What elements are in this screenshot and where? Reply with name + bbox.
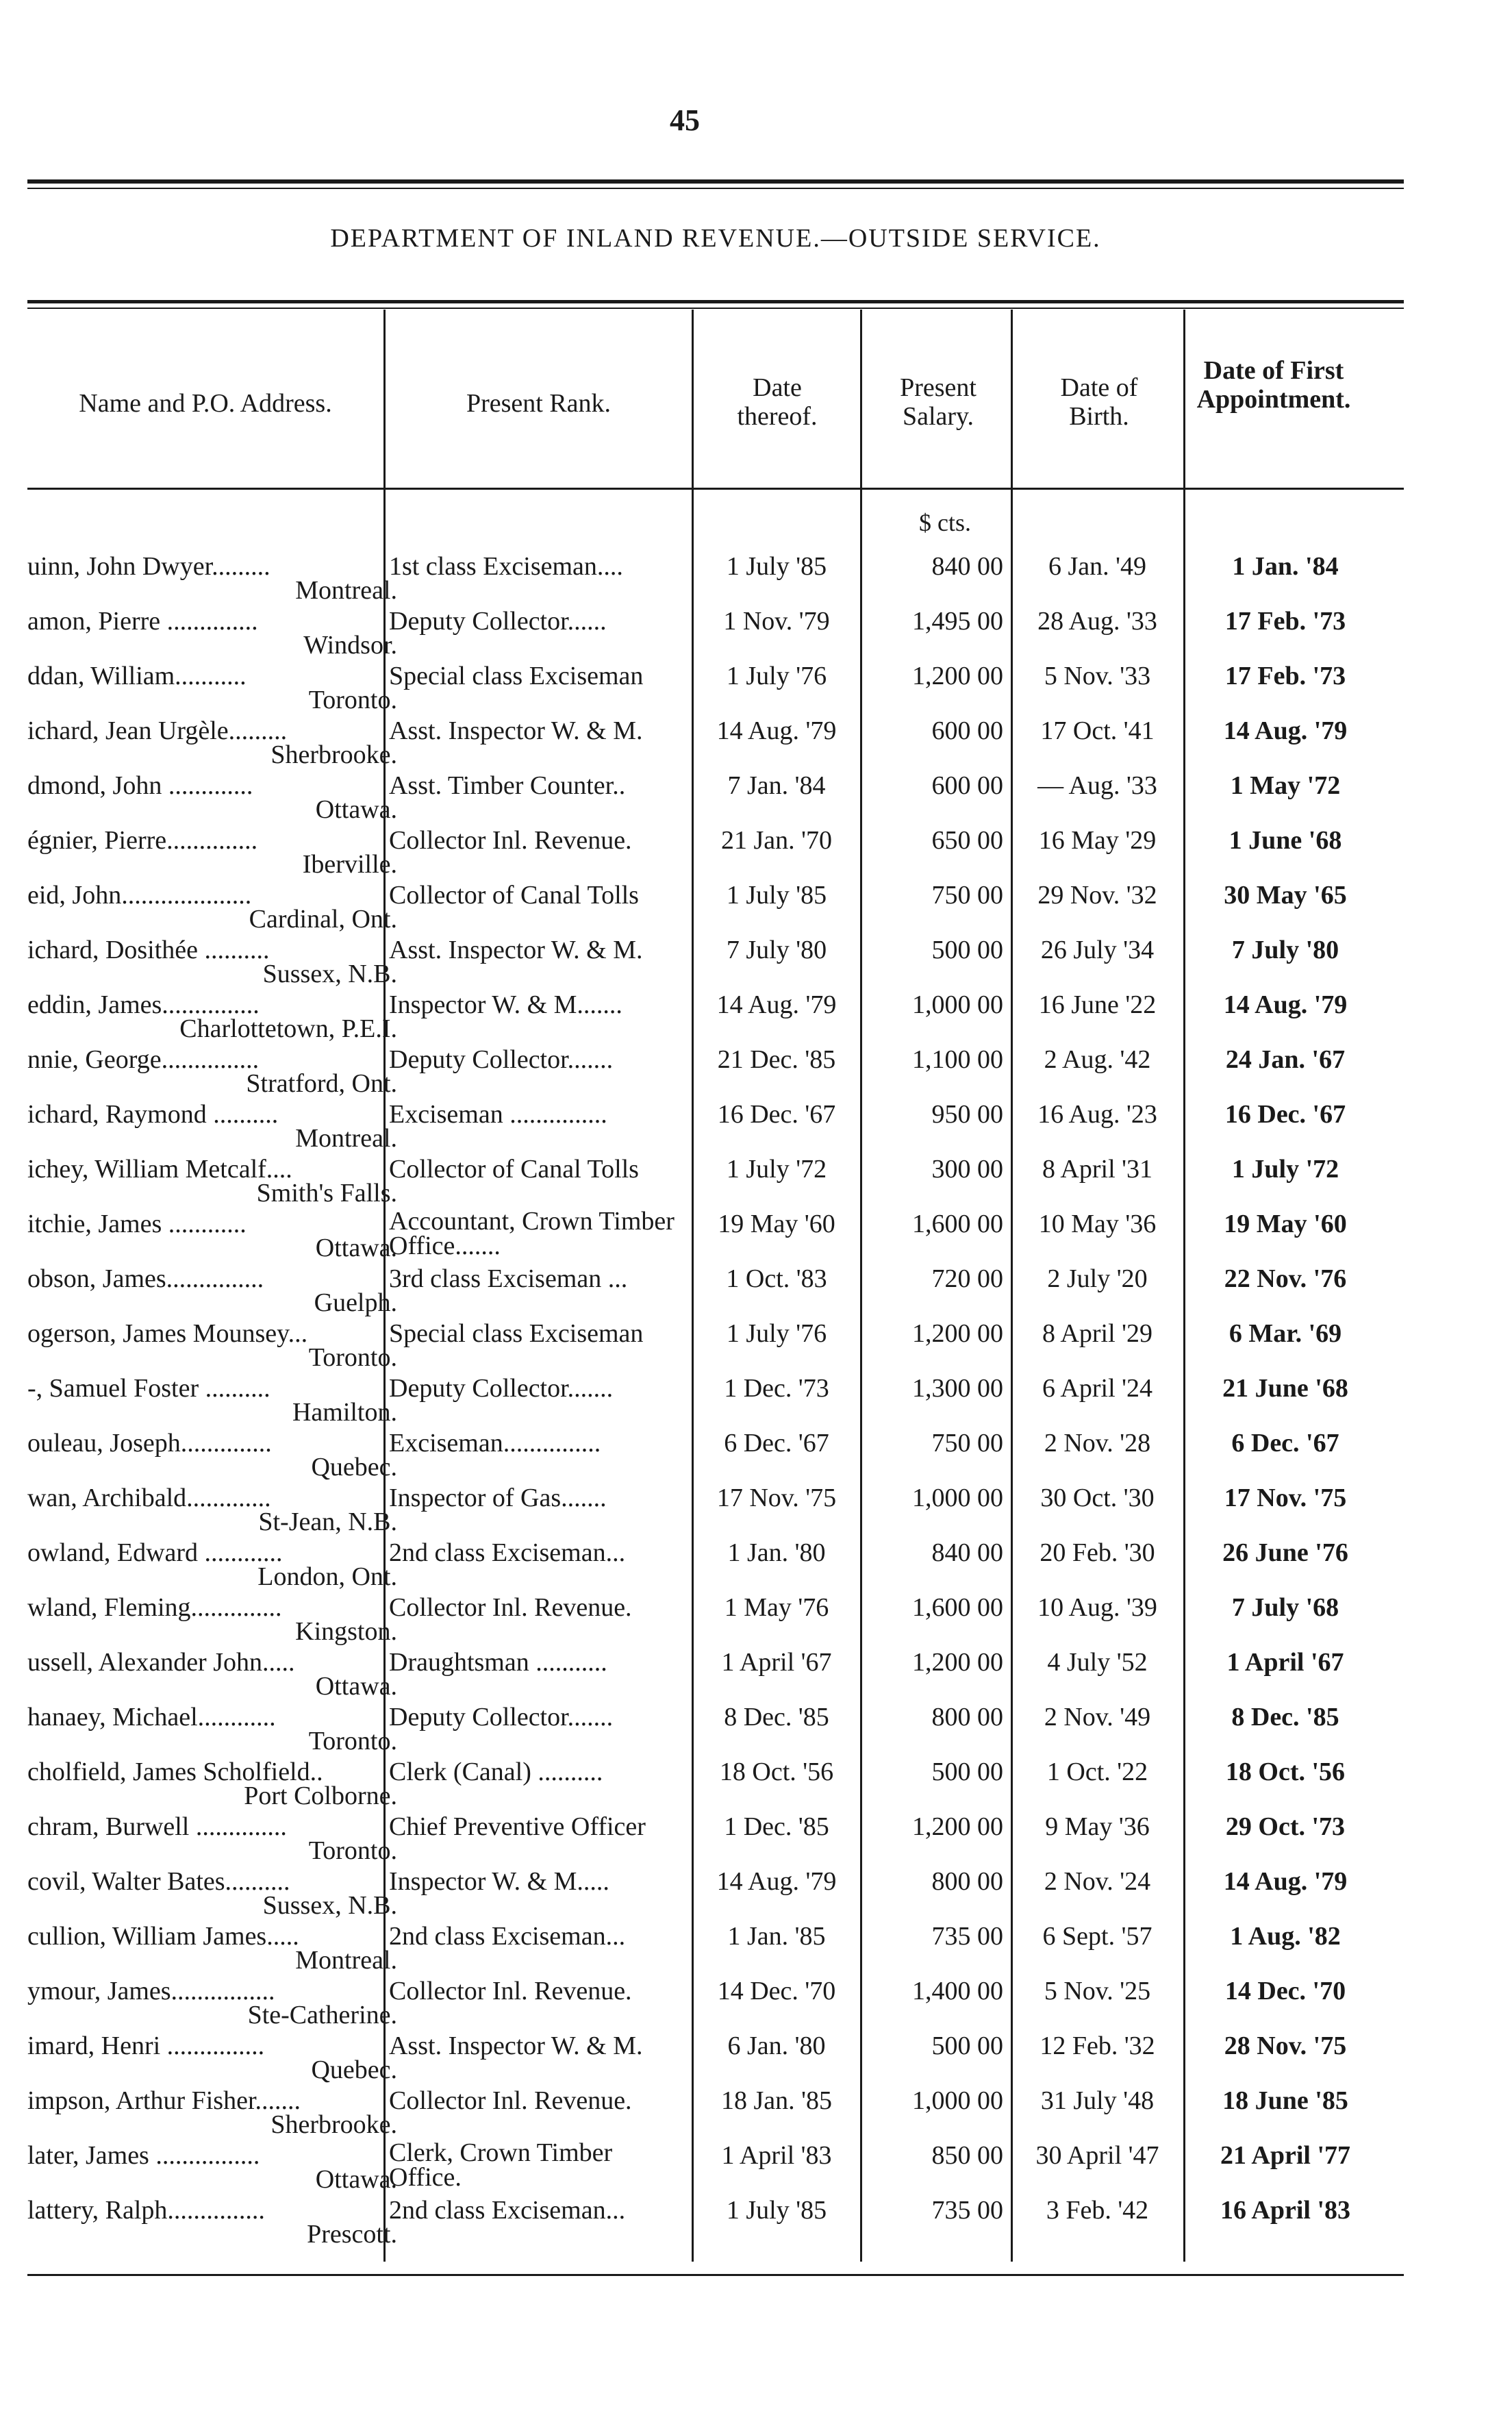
first-appointment-cell: 8 Dec. '85 [1231, 1703, 1339, 1731]
name-cell: dmond, John ............. [27, 771, 253, 800]
post-office-address: Hamilton. [292, 1398, 397, 1427]
rank-cell: Deputy Collector....... [389, 1374, 614, 1403]
first-appointment-cell: 7 July '80 [1231, 936, 1339, 964]
salary-cell: 1,000 00 [912, 2086, 1003, 2115]
top-rule-thin [27, 188, 1404, 189]
salary-cell: 950 00 [931, 1100, 1003, 1129]
bottom-rule [27, 2274, 1404, 2276]
first-appointment-cell: 21 April '77 [1220, 2141, 1351, 2170]
birth-date-cell: 2 Aug. '42 [1044, 1045, 1151, 1074]
name-cell: ouleau, Joseph.............. [27, 1429, 272, 1458]
rank-cell: Collector Inl. Revenue. [389, 2086, 632, 2115]
post-office-address: Montreal. [295, 576, 397, 605]
post-office-address: Windsor. [303, 631, 397, 660]
rank-cell: Special class Exciseman [389, 662, 644, 690]
birth-date-cell: 2 Nov. '49 [1044, 1703, 1151, 1731]
name-cell: impson, Arthur Fisher....... [27, 2086, 301, 2115]
first-appointment-cell: 28 Nov. '75 [1224, 2031, 1347, 2060]
rank-cell: 2nd class Exciseman... [389, 2196, 626, 2225]
post-office-address: Guelph. [314, 1288, 397, 1317]
post-office-address: Sussex, N.B. [262, 960, 397, 988]
post-office-address: St-Jean, N.B. [258, 1508, 397, 1536]
first-appointment-cell: 22 Nov. '76 [1224, 1264, 1347, 1293]
post-office-address: Port Colborne. [244, 1781, 397, 1810]
date-thereof-cell: 7 July '80 [726, 936, 827, 964]
date-thereof-cell: 1 July '85 [726, 881, 827, 910]
birth-date-cell: 29 Nov. '32 [1037, 881, 1157, 910]
salary-cell: 1,600 00 [912, 1593, 1003, 1622]
first-appointment-cell: 24 Jan. '67 [1225, 1045, 1346, 1074]
post-office-address: Kingston. [295, 1617, 397, 1646]
name-cell: ichard, Dosithée .......... [27, 936, 270, 964]
column-divider [1011, 310, 1013, 2262]
first-appointment-cell: 6 Mar. '69 [1228, 1319, 1342, 1348]
salary-cell: 600 00 [931, 716, 1003, 745]
birth-date-cell: 8 April '31 [1042, 1155, 1152, 1184]
rank-cell: Deputy Collector....... [389, 1045, 614, 1074]
post-office-address: Montreal. [295, 1124, 397, 1153]
name-cell: itchie, James ............ [27, 1210, 247, 1238]
name-cell: wan, Archibald............. [27, 1484, 271, 1512]
rank-cell: Asst. Inspector W. & M. [389, 936, 643, 964]
column-divider [860, 310, 862, 2262]
date-thereof-cell: 1 May '76 [724, 1593, 829, 1622]
date-thereof-cell: 1 Jan. '80 [727, 1538, 826, 1567]
name-cell: later, James ................ [27, 2141, 260, 2170]
date-thereof-cell: 1 July '72 [726, 1155, 827, 1184]
post-office-address: Montreal. [295, 1946, 397, 1975]
name-cell: ogerson, James Mounsey... [27, 1319, 308, 1348]
rank-cell: Collector Inl. Revenue. [389, 1593, 632, 1622]
post-office-address: Toronto. [308, 1836, 397, 1865]
rank-cell: 2nd class Exciseman... [389, 1538, 626, 1567]
name-cell: nnie, George............... [27, 1045, 260, 1074]
post-office-address: Ste-Catherine. [247, 2001, 397, 2029]
birth-date-cell: 2 Nov. '24 [1044, 1867, 1151, 1896]
first-appointment-cell: 1 July '72 [1231, 1155, 1339, 1184]
salary-cell: 300 00 [931, 1155, 1003, 1184]
birth-date-cell: 20 Feb. '30 [1040, 1538, 1155, 1567]
date-thereof-cell: 1 July '76 [726, 662, 827, 690]
post-office-address: Smith's Falls. [256, 1179, 397, 1208]
post-office-address: Charlottetown, P.E.I. [179, 1014, 397, 1043]
name-cell: égnier, Pierre.............. [27, 826, 258, 855]
post-office-address: Sussex, N.B. [262, 1891, 397, 1920]
first-appointment-cell: 1 April '67 [1226, 1648, 1344, 1677]
column-header-name: Name and P.O. Address. [79, 389, 332, 418]
name-cell: chram, Burwell .............. [27, 1812, 287, 1841]
first-appointment-cell: 14 Aug. '79 [1223, 1867, 1348, 1896]
salary-cell: 735 00 [931, 1922, 1003, 1951]
birth-date-cell: 10 Aug. '39 [1037, 1593, 1157, 1622]
column-header-birth: Date of Birth. [1060, 373, 1138, 431]
rank-cell: Inspector W. & M..... [389, 1867, 609, 1896]
rank-cell: 3rd class Exciseman ... [389, 1264, 628, 1293]
salary-cell: 1,600 00 [912, 1210, 1003, 1238]
rank-cell: Draughtsman ........... [389, 1648, 607, 1677]
salary-cell: 1,400 00 [912, 1977, 1003, 2005]
first-appointment-cell: 16 Dec. '67 [1224, 1100, 1346, 1129]
name-cell: -, Samuel Foster .......... [27, 1374, 270, 1403]
birth-date-cell: 9 May '36 [1045, 1812, 1150, 1841]
birth-date-cell: 17 Oct. '41 [1040, 716, 1155, 745]
salary-cell: 720 00 [931, 1264, 1003, 1293]
salary-cell: 840 00 [931, 552, 1003, 581]
salary-cell: 800 00 [931, 1703, 1003, 1731]
rank-cell: Inspector of Gas....... [389, 1484, 607, 1512]
date-thereof-cell: 1 April '83 [721, 2141, 832, 2170]
name-cell: cholfield, James Scholfield.. [27, 1758, 323, 1786]
rank-cell: Collector of Canal Tolls [389, 1155, 639, 1184]
birth-date-cell: 2 July '20 [1047, 1264, 1148, 1293]
birth-date-cell: 6 April '24 [1042, 1374, 1152, 1403]
date-thereof-cell: 1 April '67 [721, 1648, 832, 1677]
name-cell: covil, Walter Bates.......... [27, 1867, 290, 1896]
salary-cell: 500 00 [931, 2031, 1003, 2060]
first-appointment-cell: 17 Feb. '73 [1224, 662, 1346, 690]
rank-cell: Chief Preventive Officer [389, 1812, 646, 1841]
first-appointment-cell: 17 Nov. '75 [1224, 1484, 1347, 1512]
salary-cell: 735 00 [931, 2196, 1003, 2225]
salary-cell: 1,200 00 [912, 662, 1003, 690]
salary-cell: 1,200 00 [912, 1648, 1003, 1677]
name-cell: eddin, James............... [27, 990, 260, 1019]
salary-cell: 1,200 00 [912, 1319, 1003, 1348]
date-thereof-cell: 17 Nov. '75 [716, 1484, 837, 1512]
rank-cell: 2nd class Exciseman... [389, 1922, 626, 1951]
name-cell: ymour, James................ [27, 1977, 275, 2005]
salary-cell: 1,000 00 [912, 990, 1003, 1019]
first-appointment-cell: 1 Aug. '82 [1230, 1922, 1341, 1951]
date-thereof-cell: 6 Dec. '67 [724, 1429, 829, 1458]
column-divider [1183, 310, 1185, 2262]
name-cell: ddan, William........... [27, 662, 247, 690]
name-cell: obson, James............... [27, 1264, 264, 1293]
birth-date-cell: 8 April '29 [1042, 1319, 1152, 1348]
salary-cell: 1,000 00 [912, 1484, 1003, 1512]
salary-cell: 840 00 [931, 1538, 1003, 1567]
name-cell: wland, Fleming.............. [27, 1593, 282, 1622]
rank-cell: Asst. Inspector W. & M. [389, 2031, 643, 2060]
date-thereof-cell: 1 Nov. '79 [723, 607, 830, 636]
first-appointment-cell: 14 Aug. '79 [1223, 990, 1348, 1019]
post-office-address: Sherbrooke. [270, 740, 397, 769]
rank-cell: Collector Inl. Revenue. [389, 1977, 632, 2005]
birth-date-cell: 3 Feb. '42 [1046, 2196, 1149, 2225]
birth-date-cell: 31 July '48 [1040, 2086, 1155, 2115]
post-office-address: Iberville. [302, 850, 397, 879]
post-office-address: Toronto. [308, 1343, 397, 1372]
rank-cell: 1st class Exciseman.... [389, 552, 623, 581]
name-cell: owland, Edward ............ [27, 1538, 283, 1567]
birth-date-cell: 28 Aug. '33 [1037, 607, 1157, 636]
post-office-address: London, Ont. [257, 1562, 397, 1591]
birth-date-cell: — Aug. '33 [1037, 771, 1157, 800]
birth-date-cell: 5 Nov. '33 [1044, 662, 1151, 690]
birth-date-cell: 16 June '22 [1038, 990, 1157, 1019]
date-thereof-cell: 7 Jan. '84 [727, 771, 826, 800]
date-thereof-cell: 21 Jan. '70 [720, 826, 832, 855]
name-cell: hanaey, Michael............ [27, 1703, 276, 1731]
post-office-address: Quebec. [311, 2055, 397, 2084]
rank-cell: Collector Inl. Revenue. [389, 826, 632, 855]
first-appointment-cell: 17 Feb. '73 [1224, 607, 1346, 636]
name-cell: ichey, William Metcalf.... [27, 1155, 292, 1184]
first-appointment-cell: 1 Jan. '84 [1232, 552, 1339, 581]
column-divider [692, 310, 694, 2262]
birth-date-cell: 12 Feb. '32 [1040, 2031, 1155, 2060]
birth-date-cell: 10 May '36 [1038, 1210, 1157, 1238]
date-thereof-cell: 1 Jan. '85 [727, 1922, 826, 1951]
first-appointment-cell: 21 June '68 [1222, 1374, 1348, 1403]
rank-cell: Deputy Collector....... [389, 1703, 614, 1731]
first-appointment-cell: 26 June '76 [1222, 1538, 1348, 1567]
name-cell: ichard, Jean Urgèle......... [27, 716, 288, 745]
rank-cell: Exciseman............... [389, 1429, 601, 1458]
rank-cell: Clerk, Crown Timber Office. [389, 2140, 613, 2192]
date-thereof-cell: 14 Aug. '79 [716, 990, 837, 1019]
first-appointment-cell: 14 Dec. '70 [1224, 1977, 1346, 2005]
date-thereof-cell: 18 Jan. '85 [720, 2086, 832, 2115]
salary-cell: 750 00 [931, 1429, 1003, 1458]
rank-cell: Special class Exciseman [389, 1319, 644, 1348]
rank-cell: Accountant, Crown Timber Office....... [389, 1209, 675, 1260]
date-thereof-cell: 1 July '85 [726, 552, 827, 581]
name-cell: ichard, Raymond .......... [27, 1100, 279, 1129]
page-title: DEPARTMENT OF INLAND REVENUE.—OUTSIDE SERVICE. [330, 224, 1101, 253]
birth-date-cell: 30 April '47 [1035, 2141, 1159, 2170]
birth-date-cell: 6 Jan. '49 [1048, 552, 1146, 581]
salary-cell: 500 00 [931, 936, 1003, 964]
post-office-address: Toronto. [308, 686, 397, 714]
date-thereof-cell: 1 Oct. '83 [726, 1264, 827, 1293]
birth-date-cell: 30 Oct. '30 [1040, 1484, 1155, 1512]
column-header-date-thereof: Date thereof. [737, 373, 818, 431]
first-appointment-cell: 19 May '60 [1224, 1210, 1347, 1238]
birth-date-cell: 2 Nov. '28 [1044, 1429, 1151, 1458]
date-thereof-cell: 1 Dec. '73 [724, 1374, 829, 1403]
rank-cell: Exciseman ............... [389, 1100, 607, 1129]
rank-cell: Deputy Collector...... [389, 607, 607, 636]
salary-cell: 1,495 00 [912, 607, 1003, 636]
salary-cell: 850 00 [931, 2141, 1003, 2170]
column-header-salary: Present Salary. [900, 373, 977, 431]
rank-cell: Asst. Timber Counter.. [389, 771, 626, 800]
birth-date-cell: 26 July '34 [1040, 936, 1155, 964]
post-office-address: Toronto. [308, 1727, 397, 1755]
salary-cell: 750 00 [931, 881, 1003, 910]
first-appointment-cell: 18 June '85 [1222, 2086, 1348, 2115]
name-cell: uinn, John Dwyer......... [27, 552, 270, 581]
date-thereof-cell: 16 Dec. '67 [717, 1100, 836, 1129]
salary-cell: 600 00 [931, 771, 1003, 800]
rank-cell: Clerk (Canal) .......... [389, 1758, 603, 1786]
first-appointment-cell: 7 July '68 [1231, 1593, 1339, 1622]
date-thereof-cell: 6 Jan. '80 [727, 2031, 826, 2060]
name-cell: amon, Pierre .............. [27, 607, 258, 636]
date-thereof-cell: 14 Aug. '79 [716, 1867, 837, 1896]
date-thereof-cell: 21 Dec. '85 [717, 1045, 836, 1074]
name-cell: ussell, Alexander John..... [27, 1648, 295, 1677]
column-header-first-appointment: Date of First Appointment. [1196, 356, 1351, 414]
birth-date-cell: 16 May '29 [1038, 826, 1157, 855]
first-appointment-cell: 30 May '65 [1224, 881, 1347, 910]
post-office-address: Ottawa. [315, 1672, 397, 1701]
date-thereof-cell: 1 Dec. '85 [724, 1812, 829, 1841]
birth-date-cell: 4 July '52 [1047, 1648, 1148, 1677]
header-rule-bottom [27, 488, 1404, 490]
first-appointment-cell: 16 April '83 [1220, 2196, 1351, 2225]
birth-date-cell: 16 Aug. '23 [1037, 1100, 1157, 1129]
date-thereof-cell: 8 Dec. '85 [724, 1703, 829, 1731]
name-cell: eid, John.................... [27, 881, 252, 910]
rank-cell: Collector of Canal Tolls [389, 881, 639, 910]
header-rule-top-thin [27, 308, 1404, 309]
first-appointment-cell: 1 June '68 [1228, 826, 1342, 855]
birth-date-cell: 6 Sept. '57 [1042, 1922, 1152, 1951]
rank-cell: Asst. Inspector W. & M. [389, 716, 643, 745]
name-cell: lattery, Ralph............... [27, 2196, 265, 2225]
post-office-address: Cardinal, Ont. [249, 905, 397, 934]
salary-unit: $ cts. [919, 509, 971, 536]
header-rule-top-thick [27, 300, 1404, 303]
salary-cell: 500 00 [931, 1758, 1003, 1786]
salary-cell: 1,200 00 [912, 1812, 1003, 1841]
date-thereof-cell: 14 Dec. '70 [717, 1977, 836, 2005]
post-office-address: Quebec. [311, 1453, 397, 1481]
name-cell: cullion, William James..... [27, 1922, 299, 1951]
date-thereof-cell: 14 Aug. '79 [716, 716, 837, 745]
first-appointment-cell: 6 Dec. '67 [1231, 1429, 1339, 1458]
salary-cell: 1,100 00 [912, 1045, 1003, 1074]
name-cell: imard, Henri ............... [27, 2031, 265, 2060]
salary-cell: 1,300 00 [912, 1374, 1003, 1403]
first-appointment-cell: 1 May '72 [1230, 771, 1341, 800]
first-appointment-cell: 29 Oct. '73 [1225, 1812, 1346, 1841]
column-header-rank: Present Rank. [466, 389, 612, 418]
first-appointment-cell: 14 Aug. '79 [1223, 716, 1348, 745]
page-number: 45 [670, 103, 700, 137]
post-office-address: Ottawa. [315, 2165, 397, 2194]
date-thereof-cell: 18 Oct. '56 [719, 1758, 834, 1786]
date-thereof-cell: 19 May '60 [718, 1210, 835, 1238]
post-office-address: Ottawa. [315, 1234, 397, 1262]
post-office-address: Prescott. [307, 2220, 397, 2249]
birth-date-cell: 1 Oct. '22 [1046, 1758, 1148, 1786]
top-rule-thick [27, 179, 1404, 184]
post-office-address: Ottawa. [315, 795, 397, 824]
salary-cell: 800 00 [931, 1867, 1003, 1896]
date-thereof-cell: 1 July '85 [726, 2196, 827, 2225]
rank-cell: Inspector W. & M....... [389, 990, 622, 1019]
salary-cell: 650 00 [931, 826, 1003, 855]
birth-date-cell: 5 Nov. '25 [1044, 1977, 1151, 2005]
first-appointment-cell: 18 Oct. '56 [1225, 1758, 1346, 1786]
date-thereof-cell: 1 July '76 [726, 1319, 827, 1348]
post-office-address: Stratford, Ont. [246, 1069, 397, 1098]
post-office-address: Sherbrooke. [270, 2110, 397, 2139]
